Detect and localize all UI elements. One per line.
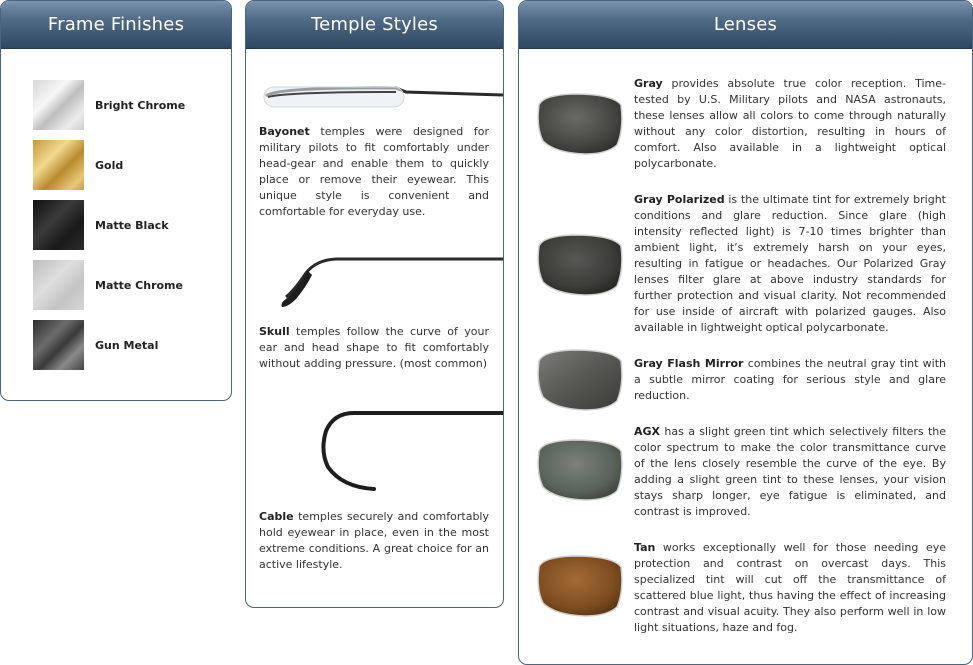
bayonet-name: Bayonet [259,125,310,138]
finish-label: Matte Chrome [95,278,183,292]
skull-name: Skull [259,325,290,338]
frame-finishes-panel [0,0,232,401]
gold-swatch [33,140,84,190]
agx-lens-name: AGX [634,425,661,438]
gray-lens-name: Gray [634,77,663,90]
tan-lens-name: Tan [634,541,656,554]
finish-item-gun-metal [33,320,158,370]
frame-finishes-title: Frame Finishes [1,1,231,49]
cable-name: Cable [259,510,294,523]
matte-chrome-swatch [33,260,84,310]
agx-lens-text: has a slight green tint which selectively filters the color spectrum to make the color transmittance curve of the lens closely resemble the curve of the eye. By adding a slight green tint to these lenses, your vision stays sharp longer, eye fatigue is eliminated, and contrast is improved. [634,425,946,518]
matte-black-swatch [33,200,84,250]
finish-label: Bright Chrome [95,98,186,112]
gray-flash-mirror-lens-image [533,347,625,413]
tan-lens-text: works exceptionally well for those needing eye protection and contrast on overcast days. This specialized tint will cut off the transmittance of scattered blue light, thus having the effect of increasing contrast and visual acuity. They also perform well in low light situations, haze and fog. [634,541,946,634]
finish-label: Gun Metal [95,338,159,352]
skull-text: temples follow the curve of your ear and head shape to fit comfortably without adding pressure. (most common) [259,325,489,370]
tan-lens-description [634,540,946,636]
skull-description [259,324,489,372]
bright-chrome-swatch [33,80,84,130]
gray-flash-mirror-lens-text: combines the neutral gray tint with a subtle mirror coating for serious style and glare reduction. [634,357,946,402]
gray-lens-text: provides absolute true color reception. Time-tested by U.S. Military pilots and NASA astronauts, these lenses allow all colors to come through naturally without any color distortion, resulting in hours of comfort. Also available in a lightweight optical polycarbonate. [634,77,946,170]
gun-metal-swatch [33,320,84,370]
cable-temple-image [246,401,504,493]
gray-polarized-lens-description [634,192,946,336]
cable-text: temples securely and comfortably hold eyewear in place, even in the most extreme conditions. A great choice for an active lifestyle. [259,510,489,571]
gray-polarized-lens-image [533,232,625,298]
gray-flash-mirror-lens-description [634,356,946,404]
cable-description [259,509,489,573]
gray-polarized-lens-text: is the ultimate tint for extremely bright conditions and glare reduction. Since glare (high intensity reflected light) is 7-10 times brighter than ambient light, it’s extremely harsh on your eyes, resulting in fatigue or headaches. Our Polarized Gray lenses filter glare at above industry standards for further protection and visual clarity. Not recommended for use inside of aircraft with polarized gauges. Also available in lightweight optical polycarbonate. [634,193,946,334]
finish-item-gold [33,140,123,190]
finish-label: Matte Black [95,218,169,232]
gray-flash-mirror-lens-name: Gray Flash Mirror [634,357,744,370]
tan-lens-image [533,553,625,619]
gray-lens-image [533,91,625,157]
bayonet-text: temples were designed for military pilots to fit comfortably under head-gear and enable them to quickly place or remove their eyewear. This unique style is convenient and comfortable for everyday use. [259,125,489,218]
finish-item-matte-black [33,200,169,250]
skull-temple-image [246,251,504,313]
gray-polarized-lens-name: Gray Polarized [634,193,725,206]
temple-styles-title: Temple Styles [246,1,503,49]
lenses-panel [518,0,973,665]
temple-styles-panel [245,0,504,608]
bayonet-description [259,124,489,220]
lenses-title: Lenses [519,1,972,49]
agx-lens-image [533,437,625,503]
agx-lens-description [634,424,946,520]
gray-lens-description [634,76,946,172]
finish-item-matte-chrome [33,260,183,310]
finish-item-bright-chrome [33,80,185,130]
bayonet-temple-image [246,79,504,114]
finish-label: Gold [95,158,124,172]
